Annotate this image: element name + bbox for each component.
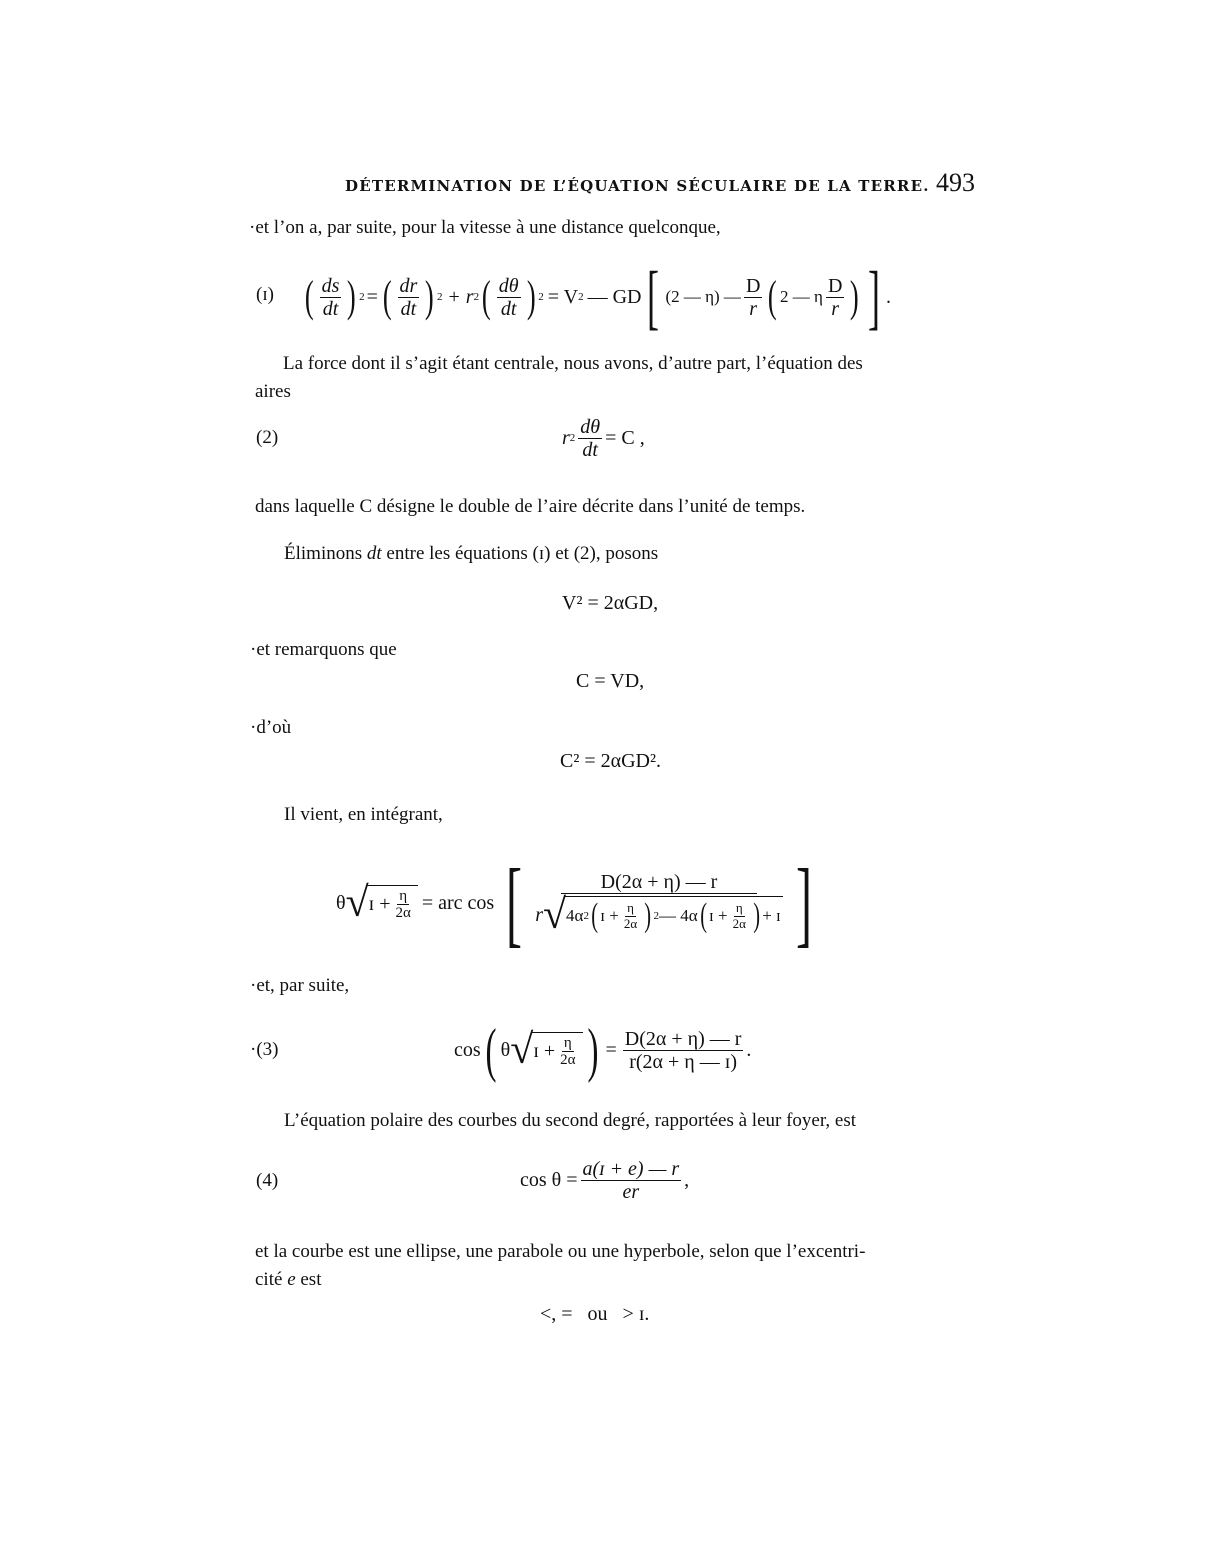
equation-3: cos ( θ √ ɪ + $\frac{\eta}{2\alpha}$ ) = $\frac{D(2\alpha + \eta) — r}{\text{r(2α + η — ɪ)}}$ . — [454, 1017, 752, 1083]
eq1-sq-1: 2 — [359, 291, 365, 303]
paragraph-central-force-cont: aires — [255, 381, 291, 402]
eqint-plus-one: + ɪ — [762, 905, 781, 925]
eq4-tail: , — [684, 1168, 690, 1191]
eq3-eta: η — [563, 1034, 572, 1051]
eqint-two-alpha-2: 2α — [623, 915, 638, 931]
eq1-sq-5: 2 — [578, 291, 584, 303]
eqint-denominator: r √ 4α 2 ( ɪ + $\frac{\eta}{2\alpha}$ ) 2 — 4α ( ɪ + $\frac{\eta}{2\alpha}$ ) + ɪ — [535, 891, 781, 938]
eq2-r: r — [562, 426, 570, 449]
paragraph-polar-equation: L’équation polaire des courbes du second degré, rapportées à leur foyer, est — [284, 1110, 857, 1131]
p10-e: e — [287, 1269, 296, 1290]
equation-1: ( $\frac{ds}{dt}$ ) 2 = ( $\frac{dr}{dt}$ ) 2 + r 2 ( $\frac{d\theta}{dt}$ ) 2 = V 2 — GD [ (2 — η) — $\frac{D}{r}$ ( 2 — η $\frac{D}{r}$ ) ] . — [304, 257, 892, 337]
eqint-arccos: = arc cos — [421, 891, 495, 914]
eq1-d-2: D — [827, 274, 843, 297]
paragraph-eliminate-dt — [284, 540, 658, 568]
eq2-dt: dt — [582, 438, 598, 461]
eq2-sq: 2 — [569, 432, 576, 444]
equation-4 — [520, 1154, 689, 1206]
eq2-dtheta: dθ — [580, 415, 601, 438]
eq3-tail: . — [746, 1038, 752, 1061]
eqint-sq-2: 2 — [653, 909, 659, 922]
eq-c2-text: C² = 2αGD². — [560, 750, 661, 772]
eq4-denominator: er — [622, 1180, 640, 1203]
equation-1-label: (ɪ) — [256, 284, 274, 305]
eq1-rhs-gd: — GD — [587, 285, 642, 308]
eq-c-text: C = VD, — [576, 670, 645, 692]
p4-post: entre les équations (ɪ) et (2), posons — [381, 543, 659, 564]
eqint-eta: η — [399, 887, 408, 904]
paragraph-conic-classification-cont — [255, 1266, 321, 1294]
eq-final-text: <, = ou > ɪ. — [540, 1303, 650, 1325]
eq1-ds: ds — [321, 274, 340, 297]
eq1-dt-2: dt — [400, 297, 417, 320]
equation-4-label: (4) — [256, 1170, 279, 1191]
running-title: DÉTERMINATION DE L’ÉQUATION SÉCULAIRE DE LA TERRE. — [345, 177, 930, 195]
eq3-one-plus: ɪ + — [533, 1040, 556, 1062]
eqint-sq-1: 2 — [583, 909, 589, 922]
equation-3-label: ·(3) — [250, 1039, 279, 1060]
eq1-rhs-v: = V — [547, 285, 579, 308]
eq1-sq-4: 2 — [538, 291, 544, 303]
eqint-4a: 4α — [566, 905, 584, 925]
paragraph-conic-classification: et la courbe est une ellipse, une parabole ou une hyperbole, selon que l’excentri- — [255, 1241, 866, 1262]
eqint-eta-2: η — [627, 900, 634, 916]
eqint-sqrt-1: √ ɪ + $\frac{\eta}{2\alpha}$ — [346, 882, 418, 924]
page-number: 493 — [936, 168, 975, 197]
paragraph-consequently: ·et, par suite, — [250, 975, 350, 996]
eqint-minus-4a: — 4α — [659, 905, 698, 925]
eq1-r-2: r — [831, 297, 840, 320]
eq3-theta: θ — [500, 1038, 511, 1061]
eqint-two-alpha-3: 2α — [732, 915, 746, 931]
eq1-sq-3: 2 — [473, 291, 480, 303]
eqint-numerator: D(2α + η) — r — [561, 871, 758, 894]
eq1-dr: dr — [399, 274, 418, 297]
eqint-one-plus-2: ɪ + — [600, 905, 619, 925]
p10-post: est — [295, 1269, 322, 1290]
equation-eccentricity-condition — [540, 1303, 649, 1326]
eq3-numerator: D(2α + η) — r — [624, 1027, 742, 1050]
eqint-eta-3: η — [735, 900, 743, 916]
p4-pre: Éliminons — [284, 543, 367, 564]
eq3-cos: cos — [454, 1038, 481, 1061]
eqint-two-alpha: 2α — [395, 905, 411, 921]
p4-dt: dt — [366, 543, 382, 564]
eq3-two-alpha: 2α — [560, 1052, 576, 1068]
eq1-d-1: D — [745, 274, 761, 297]
eq1-inner-2: 2 — η — [780, 287, 823, 306]
eqint-one-plus-3: ɪ + — [709, 905, 728, 925]
eq1-sq-2: 2 — [437, 291, 443, 303]
eq1-tail: . — [886, 285, 892, 308]
paragraph-central-force: La force dont il s’agit étant centrale, nous avons, d’autre part, l’équation des — [283, 353, 863, 374]
eq1-r: r — [465, 285, 474, 308]
paragraph-velocity-intro: ·et l’on a, par suite, pour la vitesse à une distance quelconque, — [249, 217, 721, 238]
eq2-rhs: = C , — [605, 426, 645, 449]
eq4-lhs: cos θ = — [520, 1168, 578, 1191]
equation-v-squared — [562, 592, 658, 615]
eq1-r-1: r — [749, 297, 758, 320]
equation-integrated: θ √ ɪ + $\frac{\eta}{2\alpha}$ = arc cos [ D(2α + η) — r r √ 4α 2 ( ɪ + $\frac{\eta}{2\alpha}$ ) 2 — 4α ( ɪ + $\frac{\eta}{2\alpha}$ ) + ɪ ] — [336, 849, 812, 956]
eq-v-text: V² = 2αGD, — [562, 592, 659, 614]
eq1-dt-1: dt — [322, 297, 339, 320]
paragraph-remark: ·et remarquons que — [250, 639, 397, 660]
eq1-dtheta: dθ — [498, 274, 519, 297]
paragraph-whence: ·d’où — [250, 717, 292, 738]
p10-pre: cité — [255, 1269, 288, 1290]
equation-c-vd — [576, 670, 644, 693]
eq3-equals: = — [605, 1038, 617, 1061]
eqint-theta: θ — [336, 891, 346, 914]
eq1-dt-3: dt — [500, 297, 517, 320]
eq3-denominator: r(2α + η — ɪ) — [629, 1050, 737, 1073]
eq1-equals: = — [366, 285, 378, 308]
eq1-plus: + — [448, 285, 460, 308]
eq4-numerator: a(ɪ + e) — r — [582, 1157, 680, 1180]
paragraph-areal-constant: dans laquelle C désigne le double de l’aire décrite dans l’unité de temps. — [255, 496, 806, 517]
eqint-r: r — [535, 903, 543, 926]
equation-c-squared — [560, 750, 661, 773]
equation-2-label: (2) — [256, 427, 279, 448]
paragraph-integrating: Il vient, en intégrant, — [284, 804, 443, 825]
equation-2 — [562, 412, 645, 464]
eq1-inner-1: (2 — η) — — [665, 287, 741, 306]
eqint-one-plus: ɪ + — [368, 893, 391, 915]
